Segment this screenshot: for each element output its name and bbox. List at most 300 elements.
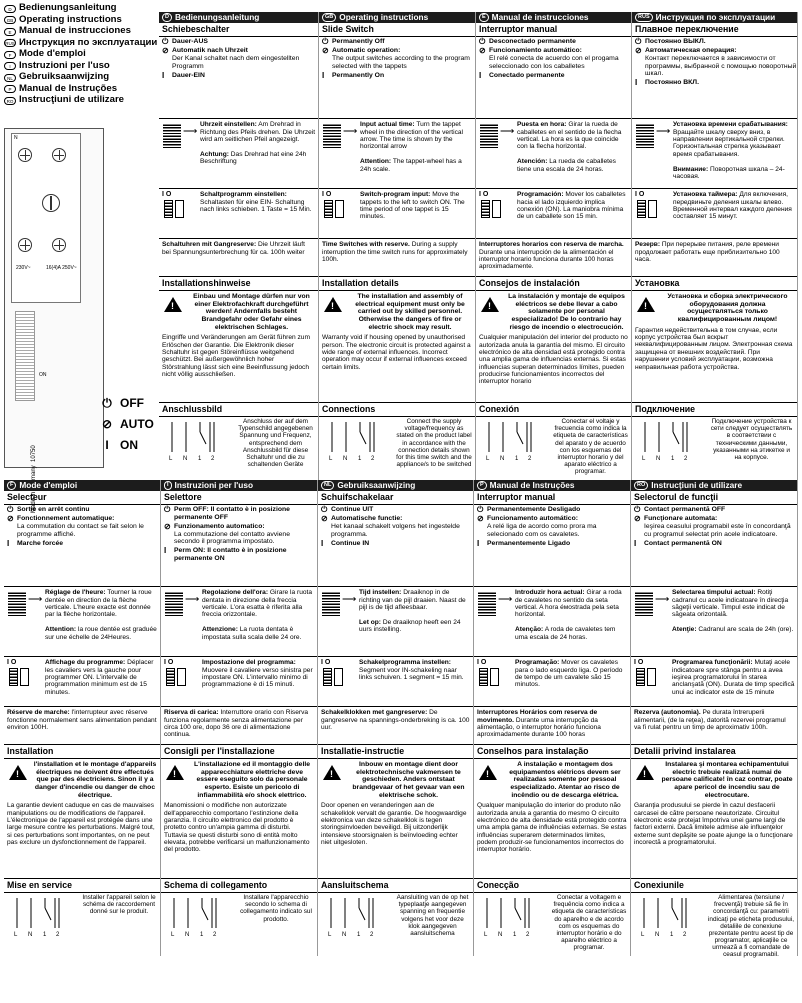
mode-symbol-icon: I [479, 70, 482, 80]
reserve-section [318, 706, 473, 744]
language-column-f [4, 480, 161, 956]
time-title: Regolazione dell'ora: [202, 589, 269, 597]
mode-symbol-icon: ⊘ [162, 46, 169, 56]
language-name: Bedienungsanleitung [19, 2, 117, 14]
mode-symbol-icon: I [635, 78, 638, 88]
connection-title: Aansluitschema [318, 878, 473, 893]
time-attention-text: Das Drehrad hat eine 24h Beschriftung [200, 150, 307, 166]
terminal-screw-icon [18, 238, 32, 252]
language-name: Instrucţiuni de utilizare [19, 94, 125, 106]
mode-row [164, 547, 317, 562]
mode-list [474, 506, 630, 586]
wiring-diagram [7, 894, 77, 942]
mode-row [479, 47, 631, 70]
slide-switch-title: Schiebeschalter [159, 23, 318, 37]
wiring-label-1: 1 [200, 932, 204, 938]
program-section [632, 188, 797, 238]
mode-row [321, 515, 473, 538]
connection-section [319, 416, 475, 470]
wiring-diagram [162, 418, 232, 466]
column-header-title: Bedienungsanleitung [174, 12, 260, 22]
language-column-nl [318, 480, 474, 956]
language-code-badge: GB [322, 13, 336, 22]
wiring-label-n: N [500, 456, 505, 462]
warning-text: The installation and assembly of electrical equipment must only be carried out by skilled personnel. Otherwise the dangers of fire or electric shock may result. [355, 293, 465, 331]
column-header-title: Mode d'emploi [19, 480, 78, 490]
reserve-title: Резерв: [635, 241, 661, 249]
warning-icon [479, 293, 505, 331]
wiring-label-2: 2 [211, 456, 215, 462]
language-column-ro [631, 480, 798, 959]
program-title: Schakelprogramma instellen: [359, 659, 451, 667]
time-attention-title: Atenţie: [672, 626, 697, 634]
language-name: Gebruiksaanwijzing [19, 71, 110, 83]
connection-title: Mise en service [4, 878, 160, 893]
reserve-section [161, 706, 317, 744]
time-attention-title: Attenzione: [202, 626, 238, 634]
language-item [4, 49, 154, 61]
mode-row [477, 515, 630, 538]
state-off: ⏻ OFF [100, 397, 144, 410]
wiring-label-1: 1 [671, 456, 675, 462]
time-setting-section [632, 118, 797, 188]
slide-switch-title: Selectorul de funcţii [631, 491, 797, 505]
installation-title: Consigli per l'installazione [161, 744, 317, 759]
mode-row [321, 540, 473, 548]
column-header-title: Instruzioni per l'uso [174, 480, 254, 490]
program-title: Impostazione del programma: [202, 659, 296, 667]
installation-title: Consejos de instalación [476, 276, 631, 291]
column-header [319, 12, 475, 23]
program-switch-icon: I O [162, 191, 196, 221]
wiring-label-2: 2 [684, 456, 688, 462]
wiring-label-2: 2 [213, 932, 217, 938]
wiring-label-2: 2 [56, 932, 60, 938]
reserve-title: Interruptores horarios con reserva de marcha. [479, 241, 624, 249]
connection-text: Alimentarea (tensiune / frecvenţă) trebuie să fie în concordanţă cu: parametrii indicaţi pe eticheta produsului, detaliile de conexiune prezentate pentru acest tip de programator, aplicaţiile ce urmează a fi comandate de ceasul programabil. [708, 894, 794, 959]
mode-symbol-icon: ⏻ [7, 505, 14, 515]
connection-section [476, 416, 631, 477]
warning-box [319, 291, 475, 333]
mode-title: Contact permanentă ON [644, 539, 722, 547]
language-column-i [161, 480, 318, 956]
wiring-label-l: L [641, 932, 645, 938]
mode-symbol-icon: ⏻ [634, 505, 641, 515]
tappet-wheel-icon: ⟶ [321, 589, 355, 619]
time-setting-section [476, 118, 631, 188]
warning-icon [321, 761, 347, 799]
made-in-label: 10750 [31, 445, 37, 462]
warning-text: La instalación y montaje de equipos eléctricos se debe llevar a cabo solamente por personal especializado! De lo contrario hay riesgo de incendio o electrocución. [508, 293, 625, 331]
wiring-label-l: L [14, 932, 18, 938]
connection-text: Installer l'appareil selon le schéma de raccordement donné sur le produit. [82, 894, 156, 916]
connection-text: Connect the supply voltage/frequency as stated on the product label in accordance with the connection details shown for this time switch and the appliance/s to be switched [396, 418, 472, 469]
mode-symbol-icon: I [321, 538, 324, 548]
mode-symbol-icon: ⏻ [321, 505, 328, 515]
program-switch-icon: I O [321, 659, 355, 689]
installation-text: Qualquer manipulação do interior do produto não autorizada anula a garantia do mesmo O circuito electrónico de alta densidade está protegido contra uma ampla gama de influências externas. Se estas influências superarem determinados limites, podem produzir-se funcionamentos incorrectos do interruptor horário. [477, 802, 627, 854]
mode-title: Fonctionnement automatique: [17, 515, 115, 523]
mode-title: Funcţionare automata: [644, 515, 718, 523]
language-code-badge: RO [4, 97, 16, 105]
wiring-label-1: 1 [670, 932, 674, 938]
language-code-badge: E [4, 28, 16, 36]
connection-title: Conexiunile [631, 878, 797, 893]
installation-title: Installationshinweise [159, 276, 318, 291]
installation-text: Door openen en veranderingen aan de schakelklok vervalt de garantie. De hoogwaardige elektronica van deze schakelklok is tegen storingsinvloeden beveiligd. Bij uitzonderlijk intensieve stoorsignalen is beïnvloeding echter niet uitgesloten. [321, 802, 467, 847]
language-code-badge: NL [4, 74, 16, 82]
warning-icon [164, 761, 190, 799]
warning-text: L'installazione ed il montaggio delle apparecchiature elettriche deve essere eseguito solo da personale esperto. Esiste un pericolo di infiammabilità e/o shock elettrico. [193, 761, 311, 799]
language-code-badge: F [4, 51, 16, 59]
warning-text: Instalarea şi montarea echipamentului electric trebuie realizată numai de persoane calificate! în caz contrar, poate apare pericol de incendiu sau de electrocutare. [661, 761, 793, 799]
time-attention-text: Поворотная шкала – 24-часовая. [673, 165, 785, 180]
wiring-label-1: 1 [357, 932, 361, 938]
mode-title: Automatic operation: [332, 47, 401, 55]
wiring-label-n: N [28, 932, 33, 938]
language-column-p [474, 480, 631, 956]
reserve-title: Time Switches with reserve. [322, 241, 410, 249]
reserve-section [319, 238, 475, 276]
language-code-badge: F [7, 481, 16, 490]
wiring-label-2: 2 [683, 932, 687, 938]
reserve-text: Pe durata întreruperii alimentarii, (de la reţea), datorită rezervei programul va fi rulat pentru un timp de aproximativ 100h. [634, 709, 786, 732]
installation-title: Conselhos para instalação [474, 744, 630, 759]
wiring-diagram [322, 418, 392, 466]
column-header [632, 12, 797, 23]
label-voltage: 230V~ [16, 265, 31, 271]
reserve-text: During a supply interruption the time switch runs for approximately 100h. [322, 241, 468, 264]
reserve-title: Riserva di carica: [164, 709, 219, 717]
language-code-badge: RUS [5, 41, 15, 47]
time-attention-title: Achtung: [200, 150, 229, 158]
connection-title: Подключение [632, 402, 797, 417]
installation-text: Cualquier manipulación del interior del producto no autorizada anula la garantía del mismo. El circuito electrónico de alta densidad está protegido contra una amplia gama de influencias externas. Si estas influencias superan determinados límites, pueden producirse funcionamientos incorrectos del interruptor horario [479, 334, 628, 386]
time-text: Am Drehrad in Richtung des Pfeils drehen. Die Uhrzeit wird am seitlichen Pfeil angezeigt. [200, 121, 316, 144]
connection-section [159, 416, 318, 470]
time-setting-section [161, 586, 317, 656]
mode-list [159, 38, 318, 118]
column-header-title: Инструкция по эксплуатации [655, 12, 776, 22]
warning-text: Inbouw en montage dient door elektrotechnische vakmensen te geschieden. Anders ontstaat brandgevaar of het gevaar van een elektrische schok. [352, 761, 465, 799]
mode-symbol-icon: ⊘ [634, 514, 641, 524]
wiring-label-l: L [171, 932, 175, 938]
time-attention-title: Let op: [359, 618, 381, 626]
wiring-label-1: 1 [513, 932, 517, 938]
program-text: Mutaţi acele indicatoare spre stânga pentru a avea ieşirea programatorului în starea anclanşată (ON). Durata de timp specifică unui ac indicator este de 15 minute [672, 659, 795, 696]
installation-text: Manomissioni o modifiche non autorizzate dell'apparecchio comportano l'estinzione della garanzia. Il circuito elettronico del prodotto è protetto contro un'ampia gamma di disturbi. Tuttavia se questi disturbi sono di entità molto elevata, potrebbe verificarsi un malfunzionamento del prodotto. [164, 802, 310, 854]
reserve-section [474, 706, 630, 744]
mode-title: Perm ON: Il contatto è in posizione permanente ON [174, 547, 287, 562]
mode-list [631, 506, 797, 586]
mode-row [7, 506, 160, 514]
program-title: Programação: [515, 659, 560, 667]
mode-row [322, 38, 475, 46]
wiring-diagram [164, 894, 234, 942]
mode-list [632, 38, 797, 118]
column-header [476, 12, 631, 23]
time-text: Girare la ruota dentata in direzione della freccia verticale. L'ora esatta è riferita alla freccia orizzontale. [202, 589, 313, 619]
reserve-text: l'interrupteur avec réserve fonctionne normalement sans alimentation pendant environ 100H. [7, 709, 157, 732]
program-switch-icon: I O [7, 659, 41, 689]
program-title: Programación: [517, 191, 564, 199]
program-switch-icon: I O [635, 191, 669, 221]
reserve-text: Durante una interrupción de la alimentación el interruptor horario funciona durante 100 horas aproximadamente. [479, 248, 614, 271]
column-header-title: Manual de instrucciones [491, 12, 589, 22]
mode-symbol-icon: ⊘ [7, 514, 14, 524]
installation-title: Installation details [319, 276, 475, 291]
language-item [4, 84, 154, 96]
language-code-badge: I [164, 481, 172, 490]
time-text: Tourner la roue dentée en direction de la flèche verticale. L'heure exacte est donnée par la flèche horizontale. [45, 589, 152, 619]
tappet-wheel-icon: ⟶ [477, 589, 511, 619]
time-setting-section [159, 118, 318, 188]
language-column-e [476, 12, 632, 480]
mode-row [479, 38, 631, 46]
time-setting-section [474, 586, 630, 656]
language-item [4, 15, 154, 27]
time-title: Tijd instellen: [359, 589, 402, 597]
mode-row [634, 540, 797, 548]
mode-title: Continue UIT [331, 506, 374, 514]
mode-row [635, 38, 797, 46]
wiring-label-l: L [169, 456, 173, 462]
warning-icon [635, 293, 661, 323]
connection-text: Anschluss der auf dem Typenschild angegebenen Spannung und Frequenz, entsprechend dem Anschlussbild für diese Schaltuhr und die zu schaltenden Geräte [238, 418, 313, 469]
time-text: Draaiknop in de richting van de pijl draaien. Naast de pijl is de tijd afleesbaar. [359, 589, 466, 612]
label-n: N [14, 135, 18, 141]
time-text: Вращайте шкалу сверху вниз, в направлении вертикальной стрелки. Горизонтальная стрелка указывает время срабатывания. [673, 128, 785, 158]
warning-box [4, 759, 160, 801]
time-attention-text: la roue dentée est graduée sur une échelle de 24Heures. [45, 626, 157, 641]
mode-title: Dauer-EIN [172, 71, 205, 79]
connection-title: Anschlussbild [159, 402, 318, 417]
wiring-label-2: 2 [370, 932, 374, 938]
column-header-title: Manual de Instruções [489, 480, 575, 490]
device-illustration [4, 128, 104, 468]
mode-title: Постоянно ВЫКЛ. [645, 38, 706, 46]
reserve-section [631, 706, 797, 744]
wiring-label-l: L [642, 456, 646, 462]
language-code-badge: I [4, 62, 16, 70]
installation-text: Garanţia produsului se pierde în cazul desfacerii carcasei de către persoane neautorizate. Circuitul electronic este protejat împotriva unei game largi de factori externi. Dacă limitele admise ale influenţelor externe sunt depăşite se poate ajunge la o funcţionare incorectă a programatorului. [634, 802, 793, 847]
wiring-label-2: 2 [526, 932, 530, 938]
device-terminal-panel [11, 133, 81, 303]
language-column-gb [319, 12, 476, 480]
column-header-title: Instrucţiuni de utilizare [651, 480, 743, 490]
wiring-label-1: 1 [43, 932, 47, 938]
mode-symbol-icon: ⏻ [322, 37, 329, 47]
time-text: Turn the tappet wheel in the direction of the vertical arrow. The time is shown by the horizontal arrow [360, 121, 463, 151]
installation-title: Detalii privind instalarea [631, 744, 797, 759]
mode-symbol-icon: ⊘ [322, 46, 329, 56]
connection-text: Installare l'apparecchio secondo lo schema di collegamento indicato sul prodotto. [240, 894, 312, 923]
program-section [318, 656, 473, 706]
slide-switch-title: Interruptor manual [474, 491, 630, 505]
tappet-wheel-icon: ⟶ [634, 589, 668, 619]
wiring-label-2: 2 [371, 456, 375, 462]
mode-title: Dauer-AUS [172, 38, 208, 46]
mode-title: Desconectado permanente [489, 38, 576, 46]
time-attention-title: Attention: [45, 626, 77, 634]
column-header [631, 480, 797, 491]
mode-title: Sortie en arrêt continu [17, 506, 90, 514]
tappet-wheel-icon: ⟶ [164, 589, 198, 619]
column-header [318, 480, 473, 491]
program-switch-icon: I O [479, 191, 513, 221]
mode-row [322, 72, 475, 80]
column-header-title: Gebruiksaanwijzing [337, 480, 416, 490]
reserve-text: Interruttore orario con Riserva funziona regolarmente senza alimentazione per circa 100 ore, dopo 36 ore di alimentazione continua. [164, 709, 309, 739]
reserve-text: Durante uma interrupção da alimentação, o interruptor horário funciona aproximadamente durante 100 horas [477, 716, 601, 739]
language-name: Operating instructions [19, 13, 122, 25]
mode-symbol-icon: ⊘ [635, 46, 642, 56]
language-name: Инструкция по эксплуатации [19, 36, 158, 48]
reserve-title: Schaltuhren mit Gangreserve: [162, 241, 257, 249]
program-section [476, 188, 631, 238]
mode-title: Automatik nach Uhrzeit [172, 47, 248, 55]
language-column-rus [632, 12, 798, 480]
reserve-section [4, 706, 160, 744]
state-auto: ⊘ AUTO [101, 417, 154, 431]
mode-row [477, 540, 630, 548]
installation-text: La garantie devient caduque en cas de mauvaises manipulations ou de modifications de l'appareil. L'électronique de l'appareil est protégée dans une large mesure contre les perturbations. Malgré tout, si ces perturbations sont importantes, on ne peut pas exclure un dysfonctionnement de l'appareil. [7, 802, 155, 847]
on-marker-label: ON [39, 372, 47, 378]
time-attention-title: Внимание: [673, 165, 709, 173]
time-title: Réglage de l'heure: [45, 589, 106, 597]
time-title: Introduzir hora actual: [515, 589, 585, 597]
wiring-label-1: 1 [358, 456, 362, 462]
mode-title: Automatische functie: [331, 515, 403, 523]
language-code-badge: E [479, 13, 489, 22]
time-text: Rotiţi cadranul cu acele indicatoare în direcţia săgeţii verticale. Timpul este indicat de săgeata orizontală. [672, 589, 789, 619]
reserve-text: При перерыве питания, реле времени продолжает работать еще приблизительно 100 часа. [635, 241, 780, 264]
reserve-title: Schakelklokken met gangreserve: [321, 709, 428, 717]
mode-title: Marche forcée [17, 539, 64, 547]
program-text: Déplacer les cavaliers vers la gauche pour programmer ON. L'intervalle de programmation minimum est de 15 minutes. [45, 659, 154, 696]
column-header [474, 480, 630, 491]
warning-box [632, 291, 797, 325]
mode-title: Постоянно ВКЛ. [645, 79, 699, 87]
wiring-label-2: 2 [528, 456, 532, 462]
auto-icon: ⊘ [101, 417, 113, 431]
mode-row [7, 515, 160, 538]
column-header [161, 480, 317, 491]
mode-list [4, 506, 160, 586]
time-title: Input actual time: [360, 121, 415, 129]
reserve-section [159, 238, 318, 276]
installation-title: Installatie-instructie [318, 744, 473, 759]
connection-section [318, 892, 473, 944]
wiring-label-n: N [655, 932, 660, 938]
installation-text: Гарантия недействительна в том случае, если корпус устройства был вскрыт неквалифицированным лицом. Электронная схема защищена от внешних воздействий. При нарушении условий эксплуатации, возможна неправильная работа устройства. [635, 326, 793, 371]
mode-row [477, 506, 630, 514]
warning-text: Установка и сборка электрического оборудования должна осуществляться только квалифицированным лицом! [667, 293, 788, 324]
wiring-label-n: N [498, 932, 503, 938]
mode-symbol-icon: ⏻ [477, 505, 484, 515]
program-section [4, 656, 160, 706]
connection-title: Connections [319, 402, 475, 417]
time-setting-section [4, 586, 160, 656]
wiring-diagram [477, 894, 547, 942]
program-section [159, 188, 318, 238]
mode-row [164, 523, 317, 546]
reserve-section [632, 238, 797, 276]
slide-switch-title: Schuifschakelaar [318, 491, 473, 505]
warning-text: l'installation et le montage d'appareils électriques ne doivent être effectués que par des électriciens. Sinon il y a danger d'incendie ou danger de choc électrique. [33, 761, 157, 799]
mode-title: Funzionamento automatico: [174, 523, 265, 531]
connection-section [631, 892, 797, 961]
time-attention-text: La rueda de caballetes tiene una escala de 24 horas. [517, 158, 616, 173]
wiring-diagram [479, 418, 549, 466]
time-text: Girar la rueda de caballetes en el sentido de la flecha vertical. La hora es la que coincide con la flecha horizontal. [517, 121, 622, 151]
time-setting-section [631, 586, 797, 656]
tappet-wheel-icon: ⟶ [635, 121, 669, 151]
connection-text: Подключение устройства к сети следует осуществлять в соответствии с техническими данными, указанными на этикетке и на корпусе. [710, 418, 793, 461]
connection-section [161, 892, 317, 944]
warning-text: A instalação e montagem dos equipamentos elétricos devem ser realizadas somente por pessoal especializado. Atentar ao risco de incêndio ou de descarga elétrica. [509, 761, 621, 799]
mode-row [479, 72, 631, 80]
wiring-label-l: L [328, 932, 332, 938]
on-icon: I [105, 438, 109, 452]
program-text: Move the tappets to the left to switch ON. The time period of one tappet is 15 minutes. [360, 191, 465, 221]
mode-text: The output switches according to the program selected with the tappets [332, 55, 470, 70]
program-text: Для включения, передвиньте деления шкалы влево. Временной интервал каждого деления составляет 15 минут. [673, 191, 792, 221]
mode-row [7, 540, 160, 548]
mode-symbol-icon: ⊘ [164, 522, 171, 532]
connection-title: Conecção [474, 878, 630, 893]
power-off-icon: ⏻ [102, 396, 112, 410]
mode-symbol-icon: I [162, 70, 165, 80]
time-setting-section [318, 586, 473, 656]
connection-section [632, 416, 797, 468]
time-attention-title: Atención: [517, 158, 548, 166]
program-section [319, 188, 475, 238]
time-setting-section [319, 118, 475, 188]
mode-symbol-icon: I [634, 538, 637, 548]
warning-box [159, 291, 318, 333]
reserve-text: De gangreserve na spannings-onderbreking is ca. 100 uur. [321, 709, 470, 732]
mode-symbol-icon: ⏻ [635, 37, 642, 47]
warning-icon [634, 761, 660, 799]
mode-text: El relé conecta de acuerdo con el progama seleccionado con los caballetes [489, 55, 619, 70]
program-text: Muovere il cavaliere verso sinistra per impostare ON. L'intervallo minimo di programmazione è di 15 minuti. [202, 666, 313, 689]
warning-icon [162, 293, 188, 331]
program-section [474, 656, 630, 706]
program-text: Mover los caballetes hacia el lado izquierdo implica conexión (ON). La maniobra mínima de un caballete son 15 min. [517, 191, 626, 221]
connection-text: Conectar el voltaje y frecuencia como indica la etiqueta de características del aparato y de acuerdo con los esquemas del interruptor horario y del aparato eléctrico a programar. [553, 418, 628, 476]
column-header [159, 12, 318, 23]
language-code-badge: D [162, 13, 172, 22]
program-title: Programarea funcţionării: [672, 659, 753, 667]
connection-section [474, 892, 630, 953]
mode-title: Permanently Off [332, 38, 385, 46]
connection-title: Schema di collegamento [161, 878, 317, 893]
program-title: Affichage du programme: [45, 659, 126, 667]
time-title: Uhrzeit einstellen: [200, 121, 257, 129]
mode-text: Контакт переключается в зависимости от программы, выбранной с помощью поворотный шкал. [645, 55, 797, 78]
warning-box [476, 291, 631, 333]
program-title: Switch-program input: [360, 191, 431, 199]
language-name: Mode d'emploi [19, 48, 86, 60]
language-code-badge: GB [4, 16, 16, 24]
terminal-screw-icon [18, 148, 32, 162]
mode-symbol-icon: ⊘ [321, 514, 328, 524]
mode-row [635, 79, 797, 87]
connection-title: Conexión [476, 402, 631, 417]
slide-switch-title: Selettore [161, 491, 317, 505]
terminal-screw-icon [52, 238, 66, 252]
